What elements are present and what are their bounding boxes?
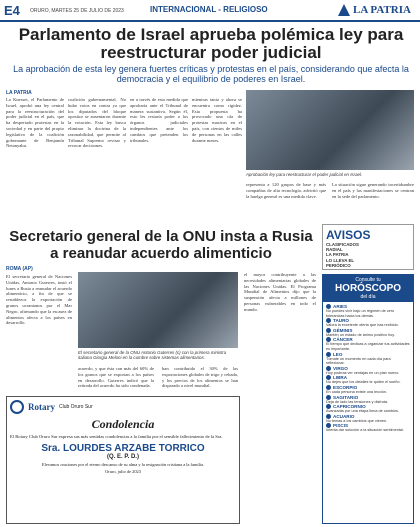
rotary-wheel-icon [10,400,24,414]
article-column: representa a 120 grupos de base y más compañías de alta tecnología, advirtió que la huelga general es una medida clave. [246,182,326,199]
condolence-date: Oruro, julio de 2023 [105,469,141,474]
byline: ROMA (AP) [6,266,33,272]
leo-icon [326,352,331,357]
logo-icon [338,4,350,16]
horoscope-sign: ACUARIO No temas a los cambios que vienen. [326,413,388,423]
rip-text: (Q. E. P. D.) [107,453,139,460]
avisos-line: LA PATRIA [326,252,349,258]
article-column: han contribuido el 30% de las exportaciones globales de trigo y cebada, y los precios de los alimentos se han disparado a nivel mundial. [162,366,238,389]
dateline: ORURO, MARTES 25 DE JULIO DE 2023 [30,8,124,14]
deceased-name: Sra. LOURDES ARZABE TORRICO [41,442,205,454]
horoscope-sign: SAGITARIO Deja de lado las tensiones y disfruta. [326,394,389,404]
sagittarius-icon [326,395,331,400]
horoscope-sign: ARIES No puedes vivir bajo un régimen de cero tolerancias hacia los demás. [326,304,395,318]
byline: LA PATRIA [6,90,32,96]
horoscope-sign: CAPRICORNIO Avanzarás por una etapa llena de cambios. [326,404,399,414]
avisos-line: LO LLEVA EL [326,257,355,263]
newspaper-logo[interactable]: LA PATRIA [338,2,416,18]
horoscope-title: HORÓSCOPO [334,283,402,294]
article-column: el mayor contribuyente a las necesidades alimentarias globales de las Naciones Unidas. El Programa Mundial de Alimentos dijo que la suspensión afecta a millones de personas vulnerables en todo el mundo. [244,272,316,312]
photo-caption: Aprobación ley para reestructurar el poder judicial en Israel. [246,172,363,177]
horoscope-box [322,274,414,524]
article-column: mientras tanto y ahora se encuentra como rigidez. Esta propuesta ha provocado una ola de protestas masivas en el país, con cientos de miles de personas en las calles durante meses. [192,97,242,143]
page-number: E4 [4,3,20,18]
avisos-line: CLASIFICADOS [326,242,359,247]
condolence-footer: Elevamos oraciones por el eterno descanso de su alma y la resignación cristiana a la familia. [41,461,205,467]
article-headline: Parlamento de Israel aprueba polémica ley para reestructurar poder judicial [18,25,404,62]
article-column: La Knesset, el Parlamento de Israel, aprobó una ley central para la reestructuración del poder judicial en el país, que ha despertado protestas en la sociedad y en parte del propio legislativo de la coalición gobernante de Benjamín Netanyahu. [6,97,64,149]
condolence-heading: Condolencia [91,417,155,431]
condolence-notice [6,396,240,524]
avisos-title: AVISOS [326,228,371,242]
horoscope-header: Consulte tu HORÓSCOPO del día [323,275,413,302]
article-column: El secretario general de Naciones Unidas, Antonio Guterres, instó el lunes a Rusia a reanudar el acuerdo alimenticio, a fin de que se restablezca la exportación de granos ucranianos por el Mar Negro, afirmando que la escasez de alimentos afecta a los países en desarrollo. [6,274,72,326]
rotary-logo: Rotary [28,402,55,412]
photo-caption: El secretario general de la ONU Antonio Guterres (c) con la primera ministra italiana Giorgia Meloni en la cumbre sobre sistemas alimentarios. [78,350,227,360]
article-column: La situación sigue generando incertidumbre en el país y las manifestaciones se centran en la sede del parlamento. [332,182,414,199]
guterres-photo [78,272,238,348]
horoscope-list [323,302,413,435]
horoscope-sign: PISCIS Intenta dar solución a la situación sentimental. [326,423,404,433]
section-title: INTERNACIONAL - RELIGIOSO [150,5,268,14]
article-subtitle: La aprobación de esta ley genera fuertes críticas y protestas en el país, considerando que afecta la democracia y el equilibrio de poderes en Israel. [13,64,409,84]
horoscope-sign: GÉMINIS Mantén un estado de ánimo positivo hoy. [326,327,395,337]
article-column: acuerdo, y que ésta con más del 60% de los granos que se exportan a los países en desarrollo. Guterres indicó que la retirada del acuerdo ha sido condenada. [78,366,154,389]
avisos-line: RADIAL [326,247,343,253]
horoscope-sign: CÁNCER El tiempo que dedicas a organizar tus actividades es importante. [326,337,410,351]
horoscope-sign: LEO Tómate un momento en cada día para reflexionar. [326,351,391,366]
article-column: en a través de esta medida que aprobaría ante el Tribunal de manera sustantiva. Según él, esto les restaría poder a los órganos judiciales independientes ante los cambios que pretenden los tribunales. [130,97,188,143]
parliament-photo [246,90,414,170]
horoscope-sign: ESCORPIO En cada persona existe una lección. [326,384,388,394]
avisos-line: PERIÓDICO [326,262,351,268]
horoscope-sign: VIRGO Hoy podrías ver ventajas en un plan nuevo. [326,365,400,375]
rotary-club: Club Oruro Sur [59,404,93,410]
article-column: coalición gubernamental. No hubo votos en contra ya que los diputados del bloque opositor se ausentaron durante la votación. Esta ley busca eliminar la doctrina de la razonabilidad, que permite al Tribunal Supremo revisar y revocar decisiones. [68,97,126,149]
avisos-ad[interactable] [322,224,414,270]
horoscope-sign: LIBRA No dejes que los detalles te quiten el sueño. [326,375,401,385]
condolence-message: El Rotary Club Oruro Sur expresa sus más sentidas condolencias a la familia por el sensible fallecimiento de la Sra. [10,434,223,439]
article2-headline: Secretario general de la ONU insta a Rusia a reanudar acuerdo alimenticio [9,228,313,262]
horoscope-sign: TAURO Valora la excelente oferta que has recibido. [326,318,399,328]
aquarius-icon [326,414,331,419]
